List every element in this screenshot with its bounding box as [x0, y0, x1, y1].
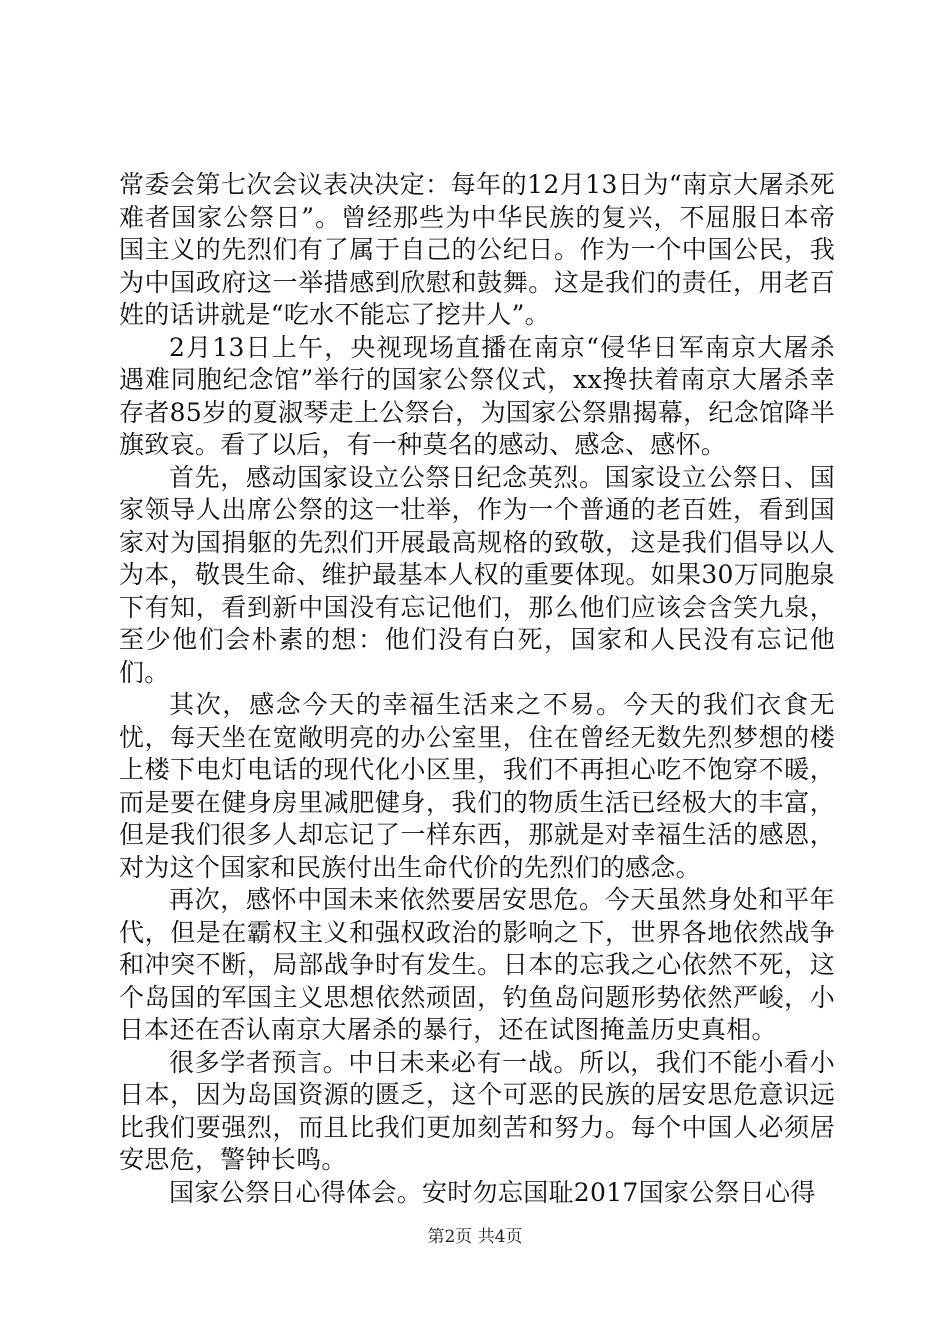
paragraph-6: 很多学者预言。中日未来必有一战。所以，我们不能小看小日本，因为岛国资源的匮乏，这个可恶的民族的居安思危意识远比我们要强烈，而且比我们更加刻苦和努力。每个中国人必须居安思危，警钟长鸣。: [119, 1047, 835, 1174]
paragraph-1: 常委会第七次会议表决决定：每年的12月13日为“南京大屠杀死难者国家公祭日”。曾经那些为中华民族的复兴，不屈服日本帝国主义的先烈们有了属于自己的公纪日。作为一个中国公民，我为中国政府这一举措感到欣慰和鼓舞。这是我们的责任，用老百姓的话讲就是“吃水不能忘了挖井人”。: [119, 170, 835, 329]
page-number-footer: 第2页 共4页: [427, 1227, 523, 1247]
paragraph-3: 首先，感动国家设立公祭日纪念英烈。国家设立公祭日、国家领导人出席公祭的这一壮举，作为一个普通的老百姓，看到国家对为国捐躯的先烈们开展最高规格的致敬，这是我们倡导以人为本，敬畏生命、维护最基本人权的重要体现。如果30万同胞泉下有知，看到新中国没有忘记他们，那么他们应该会含笑九泉，至少他们会朴素的想：他们没有白死，国家和人民没有忘记他们。: [119, 462, 835, 687]
paragraph-7: 国家公祭日心得体会。安时勿忘国耻2017国家公祭日心得: [169, 1177, 816, 1207]
paragraph-5: 再次，感怀中国未来依然要居安思危。今天虽然身处和平年代，但是在霸权主义和强权政治的影响之下，世界各地依然战争和冲突不断，局部战争时有发生。日本的忘我之心依然不死，这个岛国的军国主义思想依然顽固，钓鱼岛问题形势依然严峻，小日本还在否认南京大屠杀的暴行，还在试图掩盖历史真相。: [119, 885, 835, 1044]
paragraph-2: 2月13日上午，央视现场直播在南京“侵华日军南京大屠杀遇难同胞纪念馆”举行的国家公祭仪式，xx搀扶着南京大屠杀幸存者85岁的夏淑琴走上公祭台，为国家公祭鼎揭幕，纪念馆降半旗致哀。看了以后，有一种莫名的感动、感念、感怀。: [119, 332, 835, 459]
document-body: [119, 169, 835, 1209]
paragraph-4: 其次，感念今天的幸福生活来之不易。今天的我们衣食无忧，每天坐在宽敞明亮的办公室里，住在曾经无数先烈梦想的楼上楼下电灯电话的现代化小区里，我们不再担心吃不饱穿不暖，而是要在健身房里减肥健身，我们的物质生活已经极大的丰富，但是我们很多人却忘记了一样东西，那就是对幸福生活的感恩，对为这个国家和民族付出生命代价的先烈们的感念。: [119, 690, 835, 882]
